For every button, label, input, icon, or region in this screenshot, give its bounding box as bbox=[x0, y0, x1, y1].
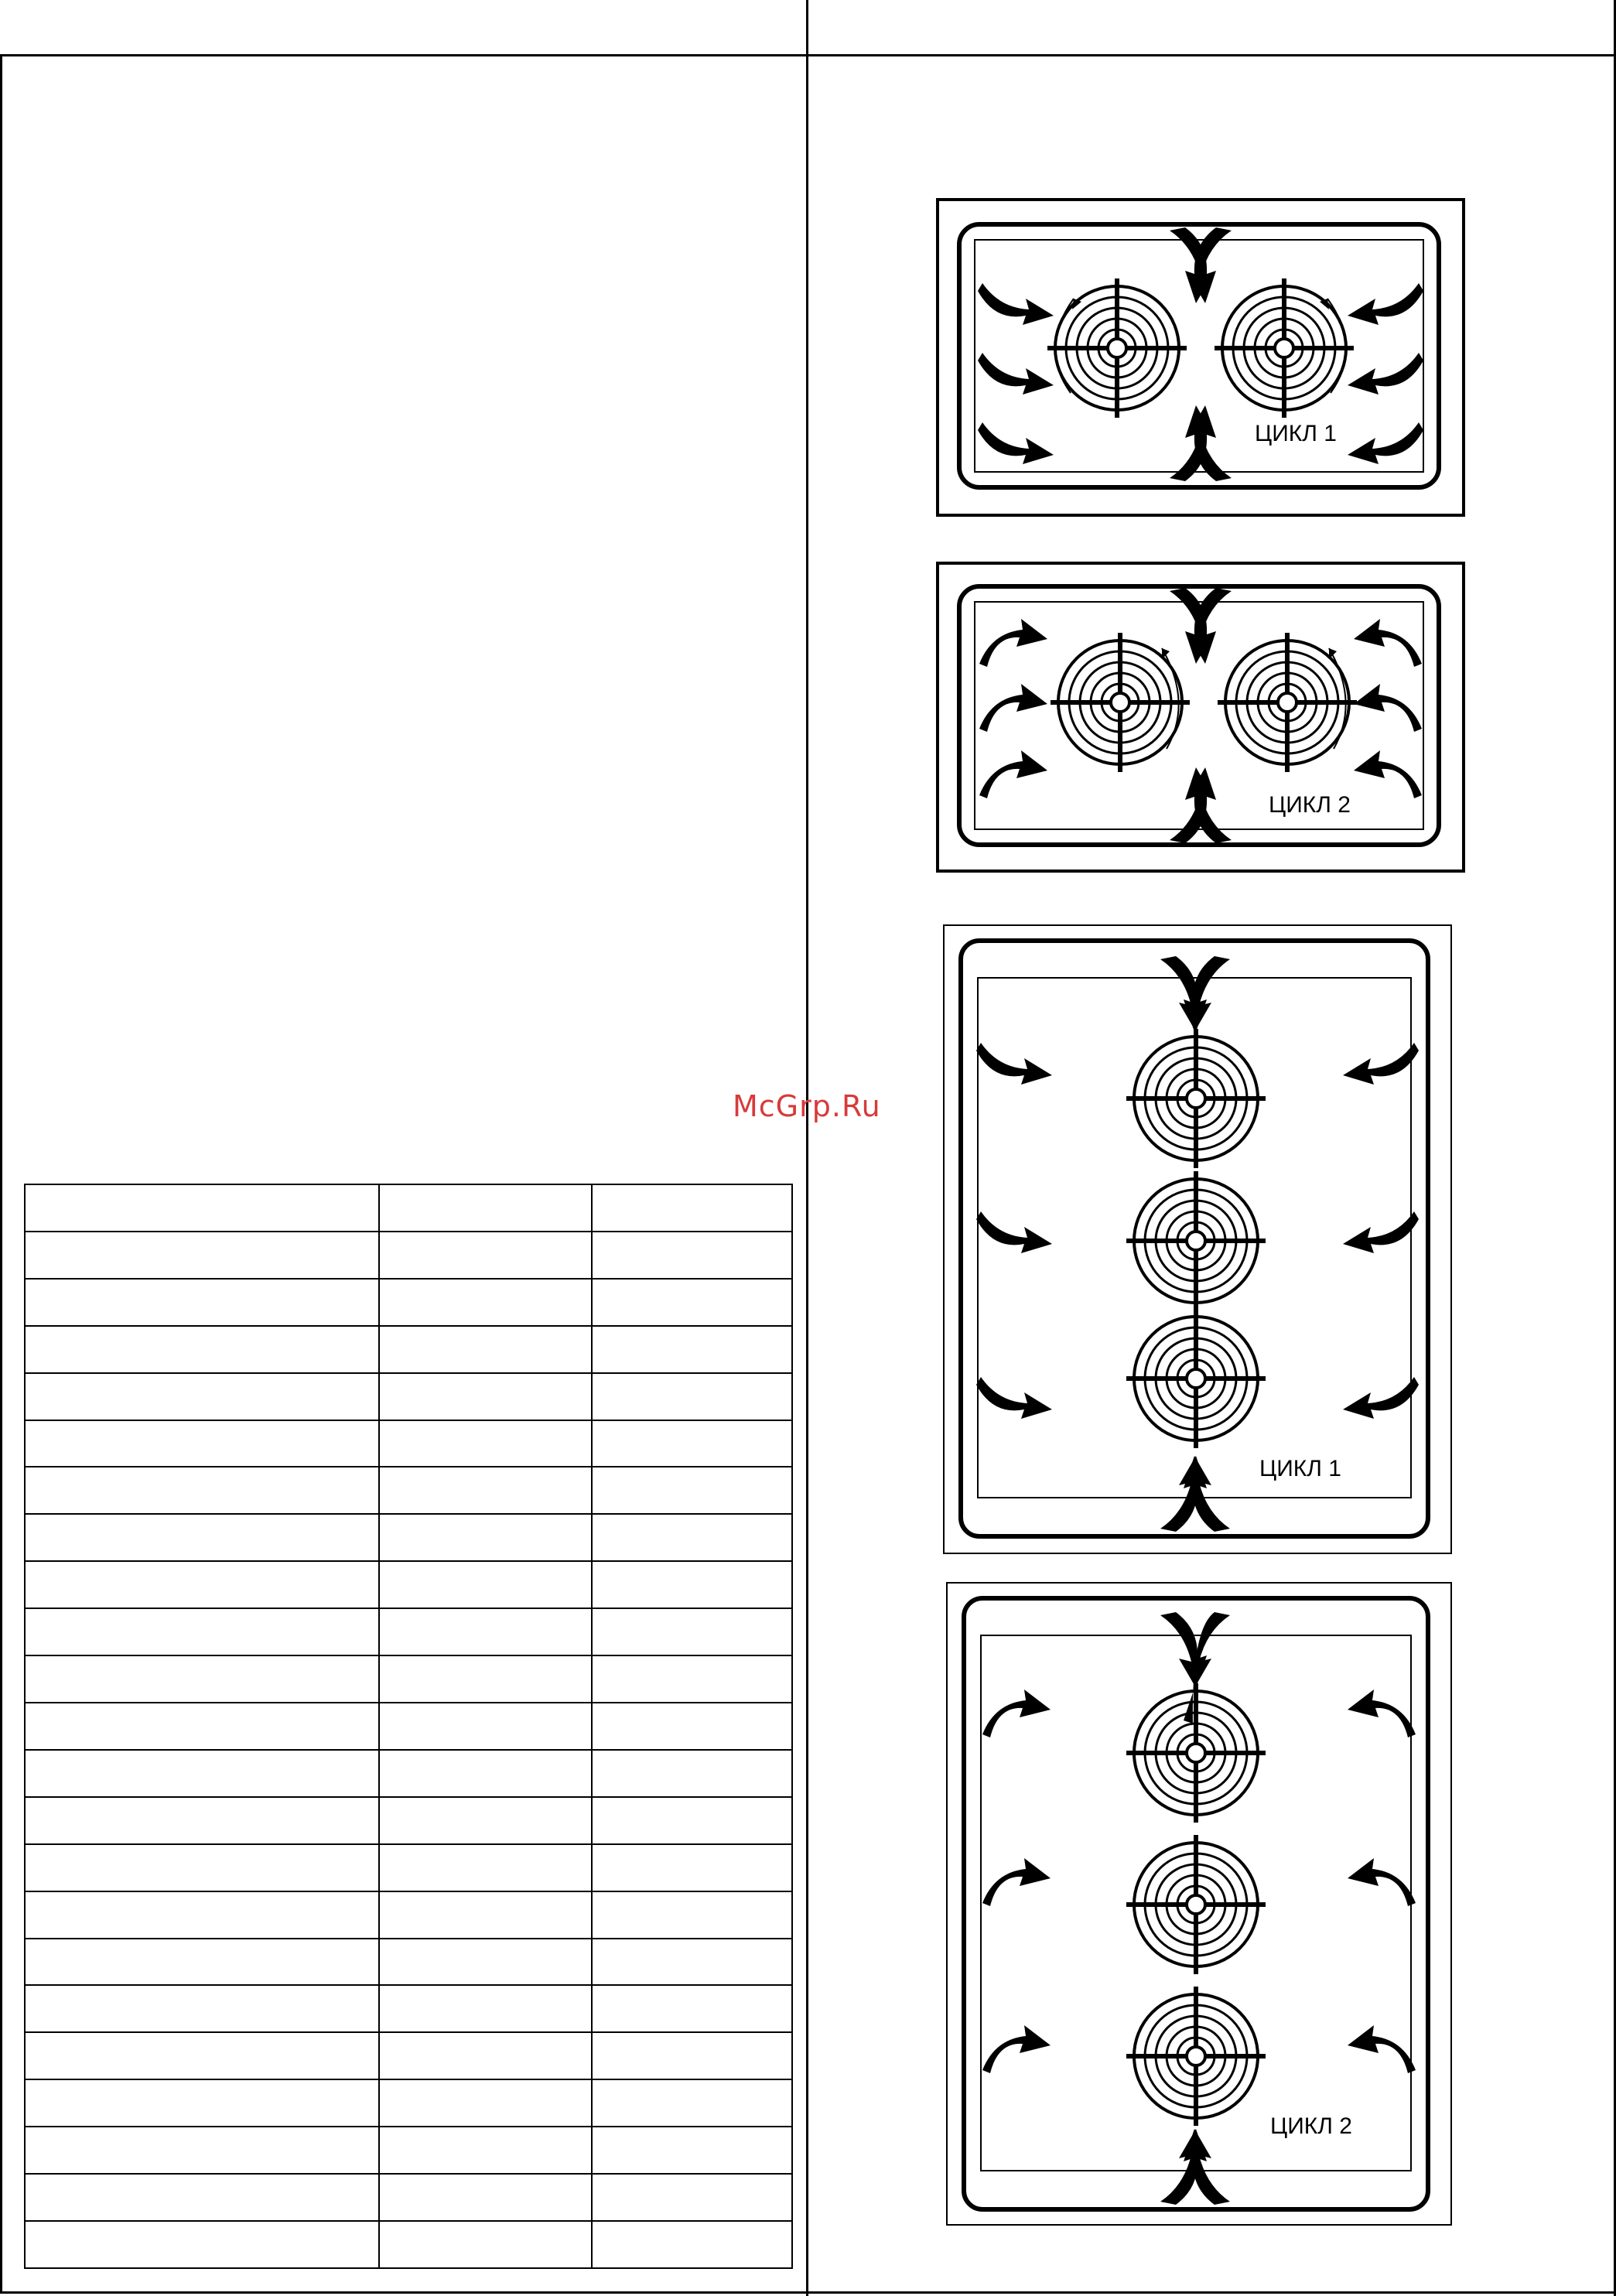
table-cell bbox=[25, 1844, 379, 1891]
cycle-label: ЦИКЛ 1 bbox=[1255, 421, 1337, 446]
table-cell bbox=[25, 1655, 379, 1703]
fan-middle-icon bbox=[1126, 1835, 1266, 1974]
table-cell bbox=[592, 1184, 792, 1232]
table-cell bbox=[25, 2127, 379, 2174]
table-cell bbox=[25, 1279, 379, 1326]
table-cell bbox=[592, 1561, 792, 1608]
table-cell bbox=[25, 1232, 379, 1279]
table-cell bbox=[25, 1467, 379, 1514]
table-row bbox=[25, 2221, 792, 2268]
table-row bbox=[25, 1891, 792, 1939]
table-cell bbox=[379, 2127, 592, 2174]
left-rule bbox=[0, 54, 2, 2294]
table-row bbox=[25, 1279, 792, 1326]
table-cell bbox=[592, 2079, 792, 2127]
table-cell bbox=[379, 1891, 592, 1939]
table-cell bbox=[25, 1514, 379, 1561]
table-cell bbox=[25, 1373, 379, 1420]
table-row bbox=[25, 1514, 792, 1561]
table-cell bbox=[379, 1985, 592, 2032]
table-cell bbox=[25, 1750, 379, 1797]
table-row bbox=[25, 1373, 792, 1420]
table-cell bbox=[379, 1232, 592, 1279]
table-cell bbox=[592, 2032, 792, 2079]
table-cell bbox=[25, 1939, 379, 1986]
table-cell bbox=[379, 2079, 592, 2127]
table-cell bbox=[25, 1797, 379, 1844]
fan-right-icon bbox=[1218, 633, 1357, 772]
fan-bottom-icon bbox=[1126, 1309, 1266, 1448]
table-cell bbox=[592, 1891, 792, 1939]
table-row bbox=[25, 1655, 792, 1703]
table-cell bbox=[592, 1655, 792, 1703]
table-row bbox=[25, 1326, 792, 1373]
airflow-diagram-cycle-2-vertical bbox=[947, 1583, 1451, 2225]
table-cell bbox=[25, 1561, 379, 1608]
table-cell bbox=[592, 1985, 792, 2032]
table-cell bbox=[379, 1608, 592, 1655]
fan-top-icon bbox=[1126, 1683, 1266, 1823]
airflow-arrows-icon bbox=[978, 227, 1423, 481]
cycle-label: ЦИКЛ 1 bbox=[1259, 1456, 1341, 1481]
table-row bbox=[25, 1420, 792, 1467]
table-cell bbox=[379, 1373, 592, 1420]
table-cell bbox=[379, 1326, 592, 1373]
airflow-diagram-cycle-2-horizontal bbox=[938, 563, 1464, 871]
table-cell bbox=[592, 1326, 792, 1373]
fan-top-icon bbox=[1126, 1029, 1266, 1168]
table-cell bbox=[25, 1326, 379, 1373]
table-cell bbox=[25, 1703, 379, 1750]
table-cell bbox=[25, 1420, 379, 1467]
fan-left-icon bbox=[1051, 633, 1190, 772]
table-cell bbox=[25, 1891, 379, 1939]
airflow-diagram-cycle-1-horizontal bbox=[938, 200, 1464, 515]
table-cell bbox=[25, 2221, 379, 2268]
table-cell bbox=[592, 2174, 792, 2221]
table-cell bbox=[25, 2032, 379, 2079]
airflow-arrows-icon bbox=[979, 588, 1422, 843]
table-row bbox=[25, 1797, 792, 1844]
table-row bbox=[25, 2079, 792, 2127]
cycle-label: ЦИКЛ 2 bbox=[1270, 2113, 1352, 2139]
table-cell bbox=[379, 1561, 592, 1608]
table-row bbox=[25, 1561, 792, 1608]
table-cell bbox=[25, 2079, 379, 2127]
table-row bbox=[25, 1608, 792, 1655]
airflow-diagram-cycle-1-vertical bbox=[944, 925, 1451, 1553]
table-cell bbox=[592, 1844, 792, 1891]
watermark: McGrp.Ru bbox=[733, 1089, 881, 1123]
table-cell bbox=[592, 1703, 792, 1750]
table-row bbox=[25, 1750, 792, 1797]
table-cell bbox=[379, 2221, 592, 2268]
table-row bbox=[25, 1467, 792, 1514]
table-row bbox=[25, 2174, 792, 2221]
table-cell bbox=[592, 1232, 792, 1279]
table-cell bbox=[592, 2221, 792, 2268]
table-cell bbox=[379, 1420, 592, 1467]
table-cell bbox=[379, 1184, 592, 1232]
fan-middle-icon bbox=[1126, 1171, 1266, 1310]
table-cell bbox=[592, 1373, 792, 1420]
table-row bbox=[25, 1184, 792, 1232]
table-cell bbox=[379, 2174, 592, 2221]
table-row bbox=[25, 1844, 792, 1891]
table-cell bbox=[592, 2127, 792, 2174]
rotation-arrow-icon bbox=[1329, 648, 1337, 659]
table-cell bbox=[379, 1467, 592, 1514]
table-row bbox=[25, 2032, 792, 2079]
fan-bottom-icon bbox=[1126, 1987, 1266, 2126]
table-cell bbox=[592, 1797, 792, 1844]
table-row bbox=[25, 1232, 792, 1279]
cycle-label: ЦИКЛ 2 bbox=[1269, 792, 1351, 818]
table-cell bbox=[379, 1797, 592, 1844]
table-cell bbox=[592, 1514, 792, 1561]
table-cell bbox=[25, 1985, 379, 2032]
table-cell bbox=[592, 1750, 792, 1797]
empty-table bbox=[24, 1184, 793, 2269]
table-cell bbox=[379, 1939, 592, 1986]
column-divider bbox=[806, 0, 808, 2296]
table-row bbox=[25, 1985, 792, 2032]
table-cell bbox=[25, 2174, 379, 2221]
table-cell bbox=[592, 1467, 792, 1514]
table-cell bbox=[379, 1750, 592, 1797]
table-cell bbox=[592, 1279, 792, 1326]
table-cell bbox=[379, 2032, 592, 2079]
table-cell bbox=[592, 1420, 792, 1467]
table-cell bbox=[379, 1655, 592, 1703]
table-row bbox=[25, 1703, 792, 1750]
rotation-arrow-icon bbox=[1162, 648, 1170, 659]
table-cell bbox=[592, 1608, 792, 1655]
table-cell bbox=[379, 1844, 592, 1891]
table-cell bbox=[25, 1608, 379, 1655]
table-cell bbox=[379, 1279, 592, 1326]
fan-left-icon bbox=[1047, 278, 1187, 418]
table-row bbox=[25, 1939, 792, 1986]
table-cell bbox=[379, 1514, 592, 1561]
table-cell bbox=[592, 1939, 792, 1986]
fan-right-icon bbox=[1215, 278, 1354, 418]
table-cell bbox=[25, 1184, 379, 1232]
table-row bbox=[25, 2127, 792, 2174]
table-cell bbox=[379, 1703, 592, 1750]
